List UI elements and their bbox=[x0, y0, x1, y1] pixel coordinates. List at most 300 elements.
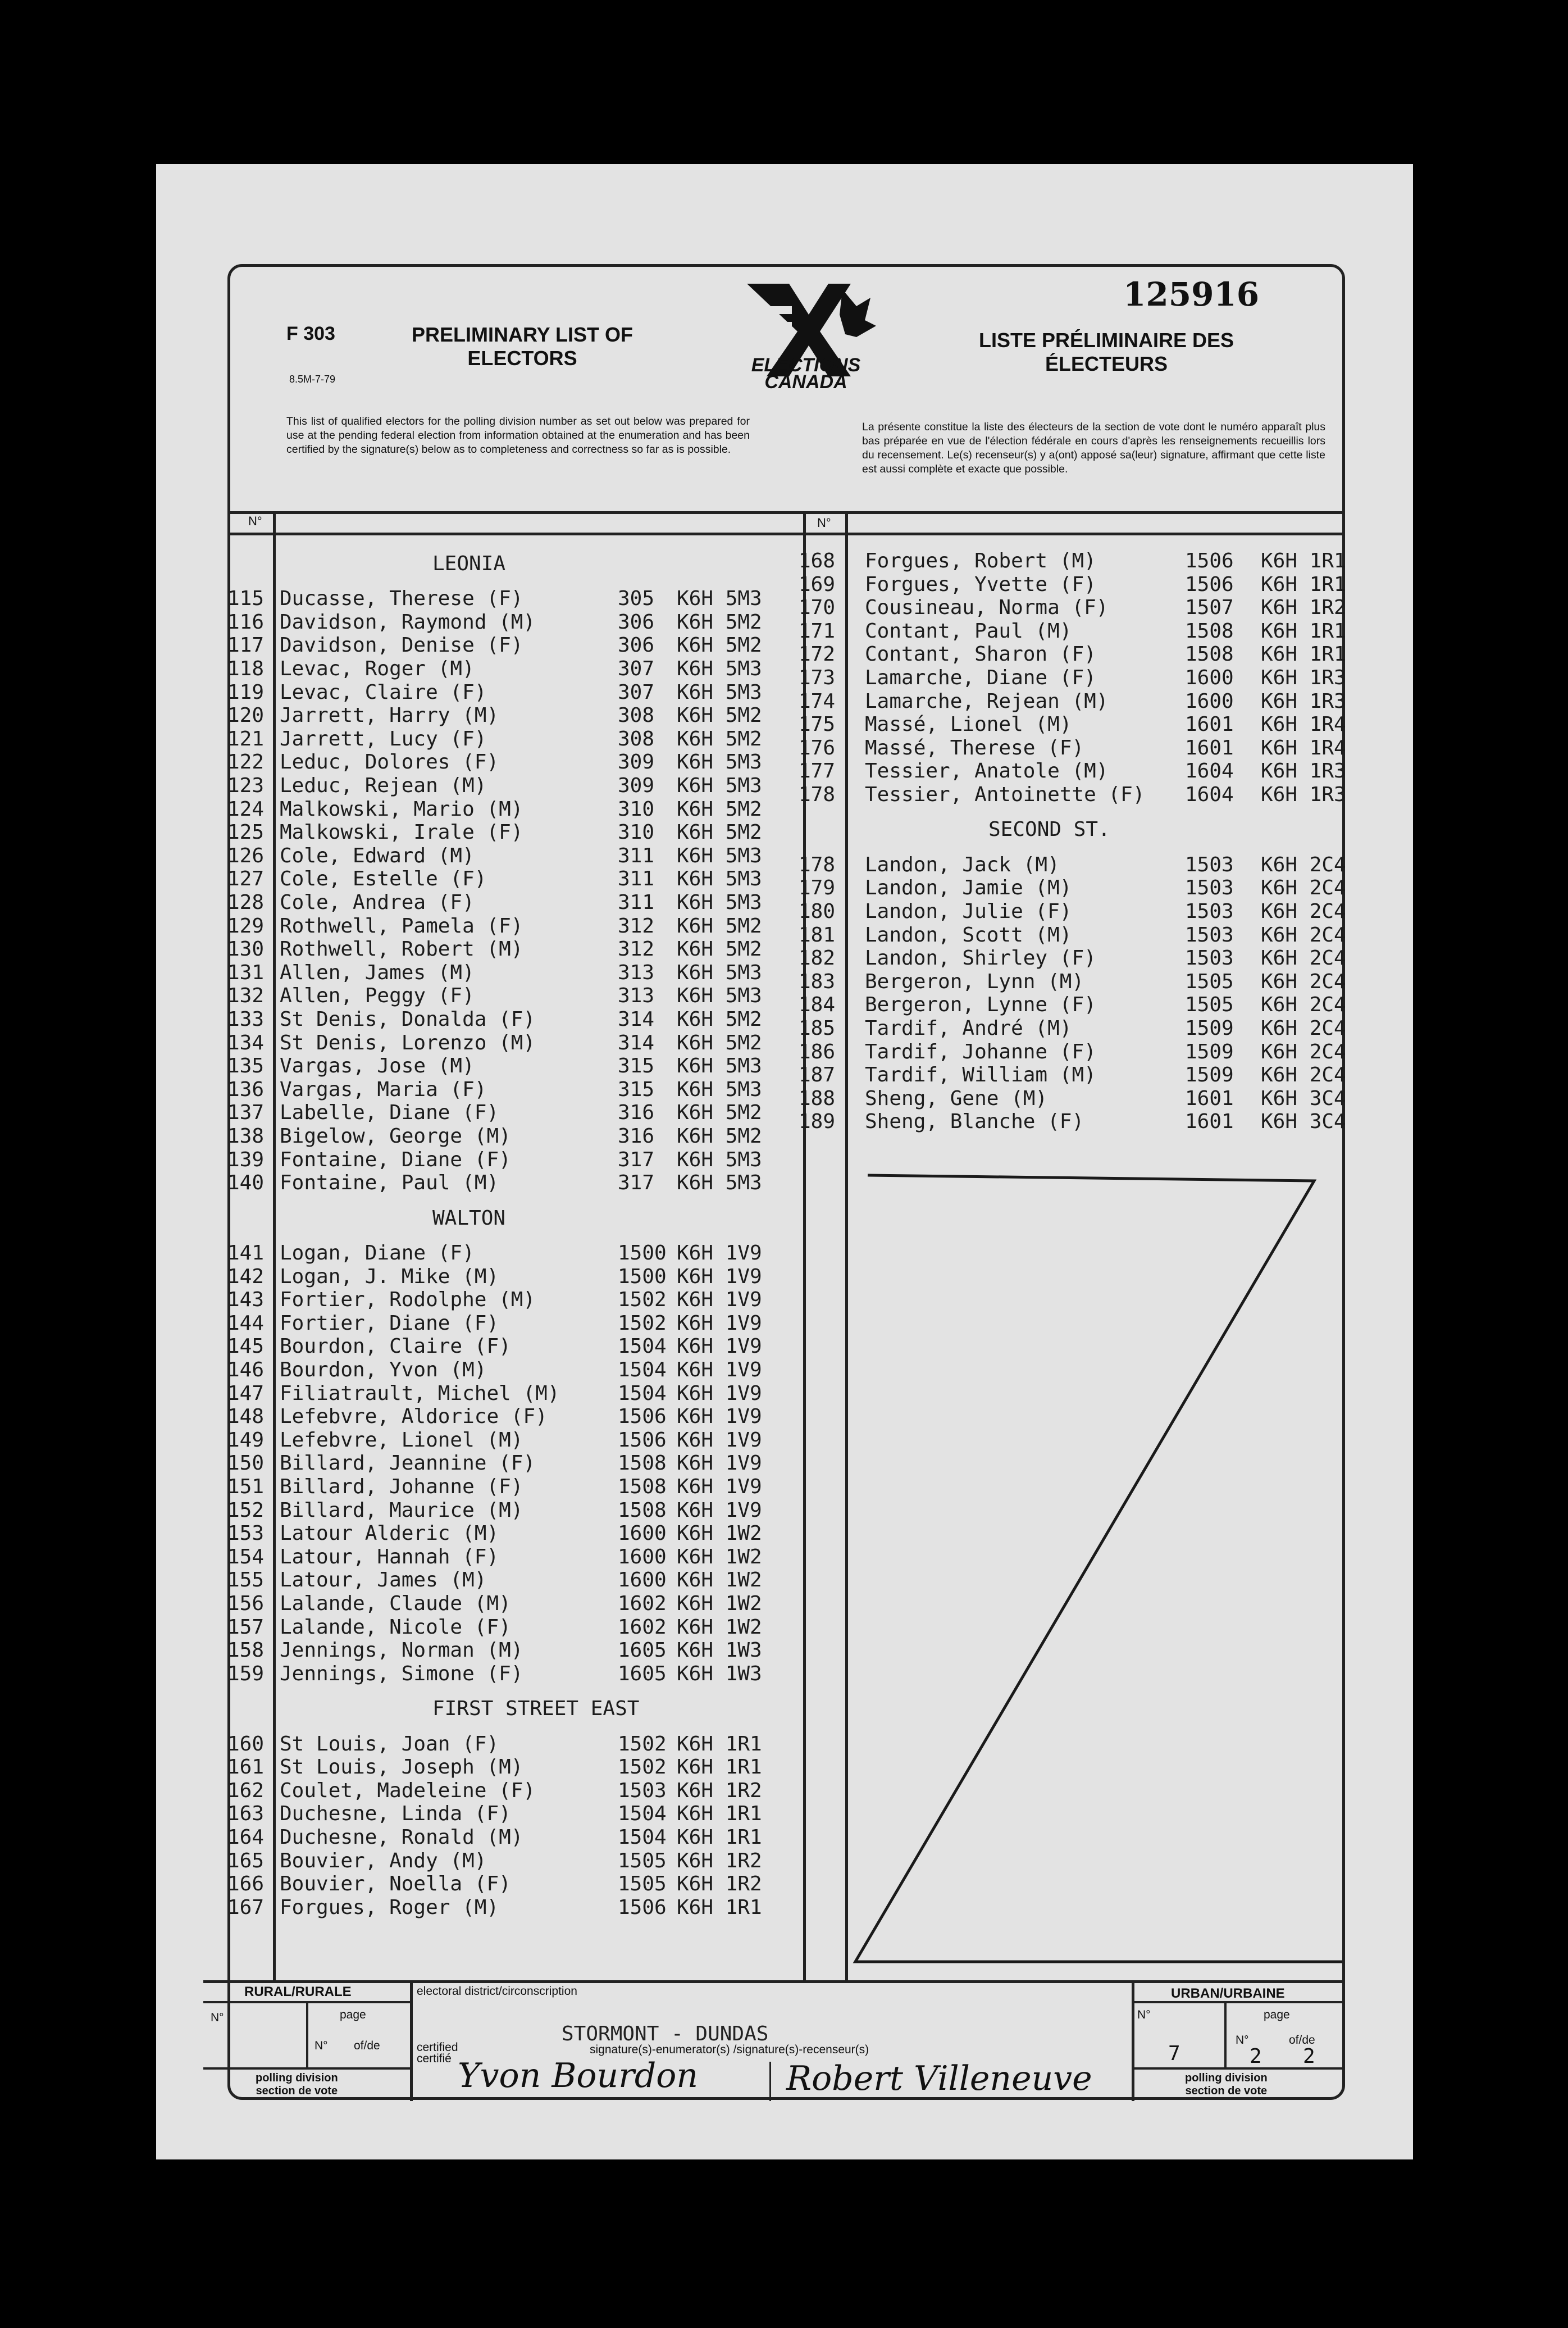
elector-name: Latour, James (M) bbox=[280, 1568, 487, 1592]
postal-code: K6H 5M3 bbox=[677, 774, 762, 797]
elector-name: Cole, Edward (M) bbox=[280, 844, 475, 867]
elector-number: 129 bbox=[227, 915, 265, 938]
elector-number: 115 bbox=[227, 587, 265, 610]
postal-code: K6H 5M3 bbox=[677, 657, 762, 680]
postal-code: K6H 1R1 bbox=[677, 1802, 762, 1825]
elector-name: Allen, James (M) bbox=[280, 961, 475, 984]
elector-name: Landon, Scott (M) bbox=[865, 924, 1072, 947]
house-number: 1506 bbox=[1185, 549, 1234, 572]
postal-code: K6H 1W2 bbox=[677, 1616, 762, 1639]
elector-name: Jennings, Norman (M) bbox=[280, 1639, 523, 1662]
house-number: 1500 bbox=[618, 1265, 667, 1288]
elector-name: Jarrett, Harry (M) bbox=[280, 704, 499, 727]
elector-name: Forgues, Yvette (F) bbox=[865, 573, 1096, 596]
elector-number: 148 bbox=[227, 1405, 265, 1428]
house-number: 1601 bbox=[1185, 713, 1234, 736]
elector-number: 162 bbox=[227, 1779, 265, 1802]
house-number: 1506 bbox=[618, 1429, 667, 1452]
signature-separator bbox=[769, 2062, 771, 2101]
elector-name: Tardif, William (M) bbox=[865, 1063, 1096, 1086]
elector-row bbox=[0, 596, 1568, 620]
urban-divider-sub bbox=[1224, 2001, 1227, 2068]
elector-name: Fontaine, Diane (F) bbox=[280, 1148, 511, 1171]
house-number: 317 bbox=[618, 1148, 655, 1171]
postal-code: K6H 1W2 bbox=[677, 1545, 762, 1568]
electoral-district-label: electoral district/circonscription bbox=[417, 1985, 577, 1998]
elector-name: Malkowski, Irale (F) bbox=[280, 821, 523, 844]
house-number: 1503 bbox=[1185, 876, 1234, 899]
postal-code: K6H 3C4 bbox=[1261, 1110, 1346, 1133]
postal-code: K6H 1R1 bbox=[677, 1896, 762, 1919]
postal-code: K6H 5M3 bbox=[677, 891, 762, 914]
elector-name: St Denis, Lorenzo (M) bbox=[280, 1031, 536, 1054]
postal-code: K6H 2C4 bbox=[1261, 900, 1346, 923]
elector-row bbox=[0, 573, 1568, 597]
postal-code: K6H 1V9 bbox=[677, 1382, 762, 1405]
form-date: 8.5M-7-79 bbox=[289, 374, 336, 385]
postal-code: K6H 1R1 bbox=[677, 1733, 762, 1756]
elector-name: Allen, Peggy (F) bbox=[280, 984, 475, 1007]
elector-name: Cousineau, Norma (F) bbox=[865, 596, 1109, 619]
postal-code: K6H 5M3 bbox=[677, 1054, 762, 1077]
elector-number: 116 bbox=[227, 611, 265, 634]
signature-robert-villeneuve: Robert Villeneuve bbox=[786, 2059, 1092, 2098]
elector-row bbox=[0, 666, 1568, 690]
postal-code: K6H 1V9 bbox=[677, 1335, 762, 1358]
footer-top-rule bbox=[203, 1980, 1344, 1983]
serial-number: 125916 bbox=[1123, 275, 1260, 313]
elector-name: Rothwell, Robert (M) bbox=[280, 938, 523, 961]
elector-number: 187 bbox=[799, 1063, 836, 1086]
elector-name: Logan, J. Mike (M) bbox=[280, 1265, 499, 1288]
elector-name: St Denis, Donalda (F) bbox=[280, 1008, 536, 1031]
house-number: 1604 bbox=[1185, 783, 1234, 806]
postal-code: K6H 1V9 bbox=[677, 1405, 762, 1428]
elector-name: Cole, Estelle (F) bbox=[280, 867, 487, 890]
house-number: 1503 bbox=[1185, 924, 1234, 947]
elector-number: 123 bbox=[227, 774, 265, 797]
postal-code: K6H 2C4 bbox=[1261, 1017, 1346, 1040]
postal-code: K6H 2C4 bbox=[1261, 924, 1346, 947]
elector-number: 169 bbox=[799, 573, 836, 596]
house-number: 1503 bbox=[1185, 947, 1234, 970]
elector-row bbox=[0, 947, 1568, 970]
footer-divider-right bbox=[1132, 1980, 1134, 2101]
elector-number: 174 bbox=[799, 690, 836, 713]
house-number: 1504 bbox=[618, 1335, 667, 1358]
postal-code: K6H 1V9 bbox=[677, 1288, 762, 1311]
elector-name: Landon, Jack (M) bbox=[865, 853, 1060, 876]
postal-code: K6H 1V9 bbox=[677, 1475, 762, 1498]
elector-name: Billard, Johanne (F) bbox=[280, 1475, 523, 1498]
postal-code: K6H 2C4 bbox=[1261, 1063, 1346, 1086]
elector-name: Leduc, Rejean (M) bbox=[280, 774, 487, 797]
page-of-number: 2 bbox=[1303, 2045, 1315, 2068]
elector-name: Landon, Shirley (F) bbox=[865, 947, 1096, 970]
house-number: 315 bbox=[618, 1078, 655, 1101]
elector-number: 164 bbox=[227, 1826, 265, 1849]
title-english bbox=[393, 323, 651, 370]
elector-number: 139 bbox=[227, 1148, 265, 1171]
elector-number: 178 bbox=[799, 783, 836, 806]
elector-row bbox=[0, 970, 1568, 994]
elector-name: Levac, Roger (M) bbox=[280, 657, 475, 680]
street-section-heading: FIRST STREET EAST bbox=[432, 1697, 640, 1720]
elector-number: 125 bbox=[227, 821, 265, 844]
elector-name: Fontaine, Paul (M) bbox=[280, 1171, 499, 1194]
postal-code: K6H 1V9 bbox=[677, 1312, 762, 1335]
polling-division-number: 7 bbox=[1168, 2042, 1180, 2065]
elector-number: 181 bbox=[799, 924, 836, 947]
elector-name: Davidson, Raymond (M) bbox=[280, 611, 536, 634]
elector-row bbox=[0, 1063, 1568, 1087]
postal-code: K6H 1V9 bbox=[677, 1499, 762, 1522]
house-number: 309 bbox=[618, 751, 655, 774]
postal-code: K6H 1V9 bbox=[677, 1358, 762, 1381]
house-number: 311 bbox=[618, 844, 655, 867]
house-number: 308 bbox=[618, 704, 655, 727]
elector-row bbox=[0, 993, 1568, 1017]
elector-number: 120 bbox=[227, 704, 265, 727]
house-number: 305 bbox=[618, 587, 655, 610]
elector-number: 161 bbox=[227, 1756, 265, 1779]
postal-code: K6H 5M3 bbox=[677, 1171, 762, 1194]
elector-number: 131 bbox=[227, 961, 265, 984]
elector-name: Tessier, Anatole (M) bbox=[865, 760, 1109, 783]
elector-number: 145 bbox=[227, 1335, 265, 1358]
elector-number: 127 bbox=[227, 867, 265, 890]
postal-code: K6H 5M2 bbox=[677, 915, 762, 938]
elector-number: 150 bbox=[227, 1452, 265, 1475]
elector-number: 152 bbox=[227, 1499, 265, 1522]
footer-divider-left bbox=[410, 1980, 413, 2101]
elector-name: Malkowski, Mario (M) bbox=[280, 798, 523, 821]
elector-name: Forgues, Roger (M) bbox=[280, 1896, 499, 1919]
elector-name: Bergeron, Lynne (F) bbox=[865, 993, 1096, 1016]
intro-english: This list of qualified electors for the polling division number as set out below was prepared for use at the pending federal election from information obtained at the enumeration and has been certified by the signature(s) below as to completeness and correctness so far as is possible. bbox=[286, 415, 750, 456]
elector-number: 168 bbox=[799, 549, 836, 572]
house-number: 1601 bbox=[1185, 1087, 1234, 1110]
house-number: 1506 bbox=[618, 1405, 667, 1428]
elector-name: Fortier, Rodolphe (M) bbox=[280, 1288, 536, 1311]
title-english-text: PRELIMINARY LIST OF ELECTORS bbox=[411, 323, 633, 370]
postal-code: K6H 5M3 bbox=[677, 844, 762, 867]
house-number: 1507 bbox=[1185, 596, 1234, 619]
left-no-header: N° bbox=[248, 514, 262, 528]
postal-code: K6H 5M3 bbox=[677, 681, 762, 704]
house-number: 316 bbox=[618, 1101, 655, 1124]
elector-number: 158 bbox=[227, 1639, 265, 1662]
elector-name: Bourdon, Claire (F) bbox=[280, 1335, 511, 1358]
house-number: 1602 bbox=[618, 1592, 667, 1615]
house-number: 1505 bbox=[618, 1872, 667, 1895]
elector-name: Tardif, Johanne (F) bbox=[865, 1040, 1096, 1063]
postal-code: K6H 1W2 bbox=[677, 1592, 762, 1615]
house-number: 1605 bbox=[618, 1662, 667, 1685]
elector-name: Lalande, Claude (M) bbox=[280, 1592, 511, 1615]
elector-number: 140 bbox=[227, 1171, 265, 1194]
postal-code: K6H 2C4 bbox=[1261, 853, 1346, 876]
elector-number: 154 bbox=[227, 1545, 265, 1568]
elector-name: Tessier, Antoinette (F) bbox=[865, 783, 1145, 806]
house-number: 312 bbox=[618, 915, 655, 938]
postal-code: K6H 5M3 bbox=[677, 867, 762, 890]
elector-name: St Louis, Joseph (M) bbox=[280, 1756, 523, 1779]
house-number: 1601 bbox=[1185, 736, 1234, 760]
elector-number: 182 bbox=[799, 947, 836, 970]
table-top-rule bbox=[229, 511, 1343, 514]
postal-code: K6H 1W2 bbox=[677, 1568, 762, 1592]
house-number: 1509 bbox=[1185, 1063, 1234, 1086]
postal-code: K6H 1W2 bbox=[677, 1522, 762, 1545]
house-number: 1508 bbox=[618, 1475, 667, 1498]
elector-number: 167 bbox=[227, 1896, 265, 1919]
elector-number: 146 bbox=[227, 1358, 265, 1381]
house-number: 306 bbox=[618, 634, 655, 657]
elector-row bbox=[0, 549, 1568, 573]
house-number: 1508 bbox=[618, 1499, 667, 1522]
elector-number: 157 bbox=[227, 1616, 265, 1639]
house-number: 1500 bbox=[618, 1242, 667, 1265]
elector-number: 172 bbox=[799, 643, 836, 666]
postal-code: K6H 5M3 bbox=[677, 984, 762, 1007]
elector-row bbox=[0, 620, 1568, 643]
house-number: 306 bbox=[618, 611, 655, 634]
elector-number: 149 bbox=[227, 1429, 265, 1452]
postal-code: K6H 2C4 bbox=[1261, 876, 1346, 899]
elector-number: 166 bbox=[227, 1872, 265, 1895]
house-number: 1508 bbox=[618, 1452, 667, 1475]
house-number: 316 bbox=[618, 1125, 655, 1148]
house-number: 1503 bbox=[1185, 900, 1234, 923]
house-number: 314 bbox=[618, 1031, 655, 1054]
elector-number: 126 bbox=[227, 844, 265, 867]
postal-code: K6H 5M3 bbox=[677, 1078, 762, 1101]
postal-code: K6H 1V9 bbox=[677, 1242, 762, 1265]
urban-polling-division-label: polling division section de vote bbox=[1185, 2072, 1268, 2097]
elector-number: 124 bbox=[227, 798, 265, 821]
postal-code: K6H 5M2 bbox=[677, 798, 762, 821]
elector-name: Ducasse, Therese (F) bbox=[280, 587, 523, 610]
postal-code: K6H 1R1 bbox=[1261, 573, 1346, 596]
elector-number: 180 bbox=[799, 900, 836, 923]
house-number: 1508 bbox=[1185, 643, 1234, 666]
elector-number: 185 bbox=[799, 1017, 836, 1040]
title-french-text: LISTE PRÉLIMINAIRE DES ÉLECTEURS bbox=[978, 329, 1234, 375]
house-number: 309 bbox=[618, 774, 655, 797]
table-header-rule bbox=[229, 533, 1343, 535]
elector-name: Levac, Claire (F) bbox=[280, 681, 487, 704]
house-number: 1605 bbox=[618, 1639, 667, 1662]
postal-code: K6H 1W3 bbox=[677, 1639, 762, 1662]
footer-divider-sub bbox=[306, 2001, 308, 2068]
elector-name: Forgues, Robert (M) bbox=[865, 549, 1096, 572]
elector-name: Davidson, Denise (F) bbox=[280, 634, 523, 657]
elector-name: Fortier, Diane (F) bbox=[280, 1312, 499, 1335]
elector-number: 184 bbox=[799, 993, 836, 1016]
elector-name: Massé, Lionel (M) bbox=[865, 713, 1072, 736]
house-number: 1504 bbox=[618, 1826, 667, 1849]
elector-number: 133 bbox=[227, 1008, 265, 1031]
title-french bbox=[949, 329, 1264, 376]
postal-code: K6H 5M2 bbox=[677, 1008, 762, 1031]
urban-no-label: N° bbox=[1137, 2008, 1151, 2021]
rural-label: RURAL/RURALE bbox=[244, 1984, 352, 1999]
elector-name: Cole, Andrea (F) bbox=[280, 891, 475, 914]
house-number: 1504 bbox=[618, 1358, 667, 1381]
elector-row bbox=[0, 643, 1568, 666]
house-number: 1502 bbox=[618, 1756, 667, 1779]
house-number: 1503 bbox=[618, 1779, 667, 1802]
house-number: 1600 bbox=[618, 1522, 667, 1545]
house-number: 317 bbox=[618, 1171, 655, 1194]
postal-code: K6H 5M3 bbox=[677, 587, 762, 610]
form-number: F 303 bbox=[286, 323, 335, 344]
postal-code: K6H 1R3 bbox=[1261, 783, 1346, 806]
urban-page-label: page bbox=[1264, 2008, 1290, 2021]
house-number: 313 bbox=[618, 984, 655, 1007]
elector-name: Leduc, Dolores (F) bbox=[280, 751, 499, 774]
house-number: 1504 bbox=[618, 1382, 667, 1405]
postal-code: K6H 1R1 bbox=[1261, 549, 1346, 572]
elector-row bbox=[0, 876, 1568, 900]
house-number: 310 bbox=[618, 821, 655, 844]
rural-no-label-2: N° bbox=[314, 2039, 328, 2052]
elector-number: 144 bbox=[227, 1312, 265, 1335]
elector-number: 188 bbox=[799, 1087, 836, 1110]
house-number: 1503 bbox=[1185, 853, 1234, 876]
elector-number: 178 bbox=[799, 853, 836, 876]
elector-row bbox=[0, 736, 1568, 760]
elector-number: 142 bbox=[227, 1265, 265, 1288]
house-number: 307 bbox=[618, 681, 655, 704]
elector-number: 134 bbox=[227, 1031, 265, 1054]
postal-code: K6H 1V9 bbox=[677, 1429, 762, 1452]
rural-page-label: page bbox=[340, 2008, 366, 2021]
rural-polling-division-label: polling division section de vote bbox=[256, 2072, 338, 2097]
postal-code: K6H 5M2 bbox=[677, 1101, 762, 1124]
elector-name: Sheng, Blanche (F) bbox=[865, 1110, 1084, 1133]
postal-code: K6H 1R3 bbox=[1261, 760, 1346, 783]
elector-number: 122 bbox=[227, 751, 265, 774]
house-number: 1601 bbox=[1185, 1110, 1234, 1133]
elector-number: 117 bbox=[227, 634, 265, 657]
elector-name: Massé, Therese (F) bbox=[865, 736, 1084, 760]
elector-name: Contant, Paul (M) bbox=[865, 620, 1072, 643]
logo-caption: ELECTIONS CANADA bbox=[751, 354, 861, 393]
house-number: 1505 bbox=[618, 1849, 667, 1872]
elector-number: 132 bbox=[227, 984, 265, 1007]
elector-number: 186 bbox=[799, 1040, 836, 1063]
elector-name: Bourdon, Yvon (M) bbox=[280, 1358, 487, 1381]
postal-code: K6H 2C4 bbox=[1261, 993, 1346, 1016]
elector-name: Billard, Maurice (M) bbox=[280, 1499, 523, 1522]
elector-name: Jarrett, Lucy (F) bbox=[280, 728, 487, 751]
elector-name: Bigelow, George (M) bbox=[280, 1125, 511, 1148]
postal-code: K6H 5M3 bbox=[677, 751, 762, 774]
elector-name: Lamarche, Rejean (M) bbox=[865, 690, 1109, 713]
signature-yvon-bourdon: Yvon Bourdon bbox=[458, 2056, 699, 2095]
postal-code: K6H 5M2 bbox=[677, 821, 762, 844]
elector-row bbox=[0, 924, 1568, 947]
postal-code: K6H 5M2 bbox=[677, 704, 762, 727]
elector-number: 163 bbox=[227, 1802, 265, 1825]
house-number: 1506 bbox=[618, 1896, 667, 1919]
elector-name: Landon, Jamie (M) bbox=[865, 876, 1072, 899]
elector-number: 179 bbox=[799, 876, 836, 899]
postal-code: K6H 2C4 bbox=[1261, 1040, 1346, 1063]
postal-code: K6H 1R2 bbox=[677, 1779, 762, 1802]
elector-row bbox=[0, 1087, 1568, 1111]
postal-code: K6H 1W3 bbox=[677, 1662, 762, 1685]
house-number: 1604 bbox=[1185, 760, 1234, 783]
elector-number: 175 bbox=[799, 713, 836, 736]
street-section-heading: WALTON bbox=[432, 1207, 506, 1230]
elector-number: 137 bbox=[227, 1101, 265, 1124]
elector-name: Vargas, Jose (M) bbox=[280, 1054, 475, 1077]
elector-name: Lefebvre, Aldorice (F) bbox=[280, 1405, 548, 1428]
postal-code: K6H 1V9 bbox=[677, 1265, 762, 1288]
elector-number: 136 bbox=[227, 1078, 265, 1101]
house-number: 308 bbox=[618, 728, 655, 751]
elector-name: Duchesne, Linda (F) bbox=[280, 1802, 511, 1825]
house-number: 1600 bbox=[1185, 666, 1234, 689]
elector-number: 143 bbox=[227, 1288, 265, 1311]
rural-of-label: of/de bbox=[354, 2039, 380, 2052]
elector-row bbox=[0, 900, 1568, 924]
electoral-district-value: STORMONT - DUNDAS bbox=[562, 2022, 769, 2045]
elector-name: Latour Alderic (M) bbox=[280, 1522, 499, 1545]
house-number: 1502 bbox=[618, 1288, 667, 1311]
house-number: 1509 bbox=[1185, 1017, 1234, 1040]
postal-code: K6H 2C4 bbox=[1261, 947, 1346, 970]
house-number: 311 bbox=[618, 867, 655, 890]
elector-name: Bouvier, Noella (F) bbox=[280, 1872, 511, 1895]
elector-name: Landon, Julie (F) bbox=[865, 900, 1072, 923]
elector-name: Rothwell, Pamela (F) bbox=[280, 915, 523, 938]
elector-row bbox=[0, 853, 1568, 877]
postal-code: K6H 1R1 bbox=[1261, 643, 1346, 666]
postal-code: K6H 1R3 bbox=[1261, 666, 1346, 689]
certified-label: certified certifié bbox=[417, 2041, 458, 2065]
postal-code: K6H 5M2 bbox=[677, 1031, 762, 1054]
elector-row bbox=[0, 1017, 1568, 1040]
postal-code: K6H 1R4 bbox=[1261, 713, 1346, 736]
urban-no-label-2: N° bbox=[1236, 2034, 1249, 2047]
urban-label: URBAN/URBAINE bbox=[1171, 1986, 1285, 2001]
elector-name: St Louis, Joan (F) bbox=[280, 1733, 499, 1756]
elector-name: Billard, Jeannine (F) bbox=[280, 1452, 536, 1475]
house-number: 1600 bbox=[1185, 690, 1234, 713]
elector-name: Duchesne, Ronald (M) bbox=[280, 1826, 523, 1849]
house-number: 1505 bbox=[1185, 993, 1234, 1016]
postal-code: K6H 1R1 bbox=[677, 1756, 762, 1779]
elector-number: 189 bbox=[799, 1110, 836, 1133]
postal-code: K6H 1R1 bbox=[677, 1826, 762, 1849]
house-number: 311 bbox=[618, 891, 655, 914]
postal-code: K6H 1R2 bbox=[1261, 596, 1346, 619]
rural-no-label: N° bbox=[211, 2011, 224, 2024]
house-number: 1509 bbox=[1185, 1040, 1234, 1063]
elector-name: Jennings, Simone (F) bbox=[280, 1662, 523, 1685]
house-number: 312 bbox=[618, 938, 655, 961]
page-number: 2 bbox=[1250, 2045, 1262, 2068]
elector-number: 177 bbox=[799, 760, 836, 783]
house-number: 1602 bbox=[618, 1616, 667, 1639]
postal-code: K6H 1R4 bbox=[1261, 736, 1346, 760]
elector-number: 118 bbox=[227, 657, 265, 680]
elector-row bbox=[0, 821, 1568, 844]
